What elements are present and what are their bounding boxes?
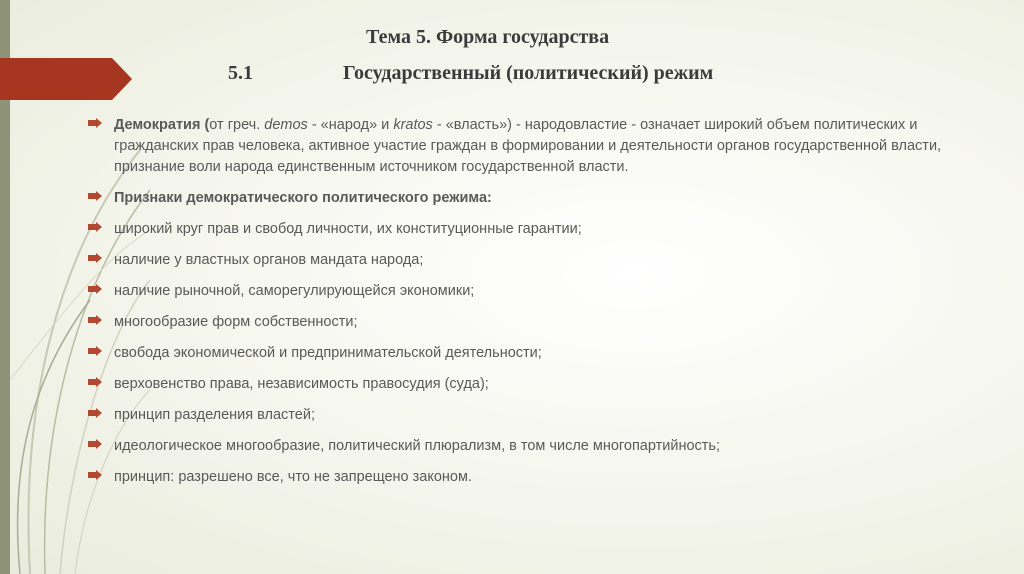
definition-kratos: kratos [393, 117, 433, 133]
arrow-bullet-icon [88, 470, 102, 480]
arrow-bullet-icon [88, 408, 102, 418]
red-arrow-banner [0, 58, 132, 100]
definition-demos: demos [264, 117, 308, 133]
list-item-text: свобода экономической и предпринимательской деятельности; [114, 345, 542, 361]
list-item-text: наличие у властных органов мандата народа; [114, 252, 424, 268]
arrow-bullet-icon [88, 284, 102, 294]
list-item-text: многообразие форм собственности; [114, 314, 358, 330]
definition-middle: - «народ» и [307, 117, 394, 133]
definition-prefix: от греч. [209, 117, 265, 133]
definition-open-paren: ( [200, 117, 210, 133]
arrow-bullet-icon [88, 118, 102, 128]
signs-heading: Признаки демократического политического режима: [114, 190, 492, 206]
list-item [88, 250, 948, 271]
definition-text [114, 117, 941, 175]
list-item-text: принцип: разрешено все, что не запрещено законом. [114, 469, 472, 485]
arrow-bullet-icon [88, 253, 102, 263]
definition-item [88, 115, 948, 178]
definition-rest: - «власть») - народовластие - означает широкий объем политических и гражданских прав человека, активное участие граждан в формировании и деятельности органов государственной власти, признание воли народа единственным источником государственной власти. [114, 117, 942, 175]
title-line-2: Государственный (политический) режим [343, 62, 714, 84]
arrow-bullet-icon [88, 191, 102, 201]
arrow-bullet-icon [88, 377, 102, 387]
list-item [88, 374, 948, 395]
arrow-bullet-icon [88, 439, 102, 449]
arrow-bullet-icon [88, 346, 102, 356]
definition-term: Демократия [114, 117, 201, 133]
arrow-bullet-icon [88, 222, 102, 232]
list-item-text: наличие рыночной, саморегулирующейся экономики; [114, 283, 475, 299]
list-item-text: идеологическое многообразие, политический плюрализм, в том числе многопартийность; [114, 438, 720, 454]
title-number: 5.1 [228, 62, 253, 84]
signs-heading-item [88, 188, 948, 209]
list-item [88, 312, 948, 333]
list-item-text: принцип разделения властей; [114, 407, 315, 423]
title-line-1: Тема 5. Форма государства [366, 26, 610, 48]
list-item-text: верховенство права, независимость правосудия (суда); [114, 376, 489, 392]
list-item [88, 467, 948, 488]
slide-content [88, 115, 948, 498]
list-item [88, 343, 948, 364]
list-item [88, 281, 948, 302]
list-item-text: широкий круг прав и свобод личности, их конституционные гарантии; [114, 221, 582, 237]
arrow-bullet-icon [88, 315, 102, 325]
list-item [88, 436, 948, 457]
list-item [88, 405, 948, 426]
list-item [88, 219, 948, 240]
